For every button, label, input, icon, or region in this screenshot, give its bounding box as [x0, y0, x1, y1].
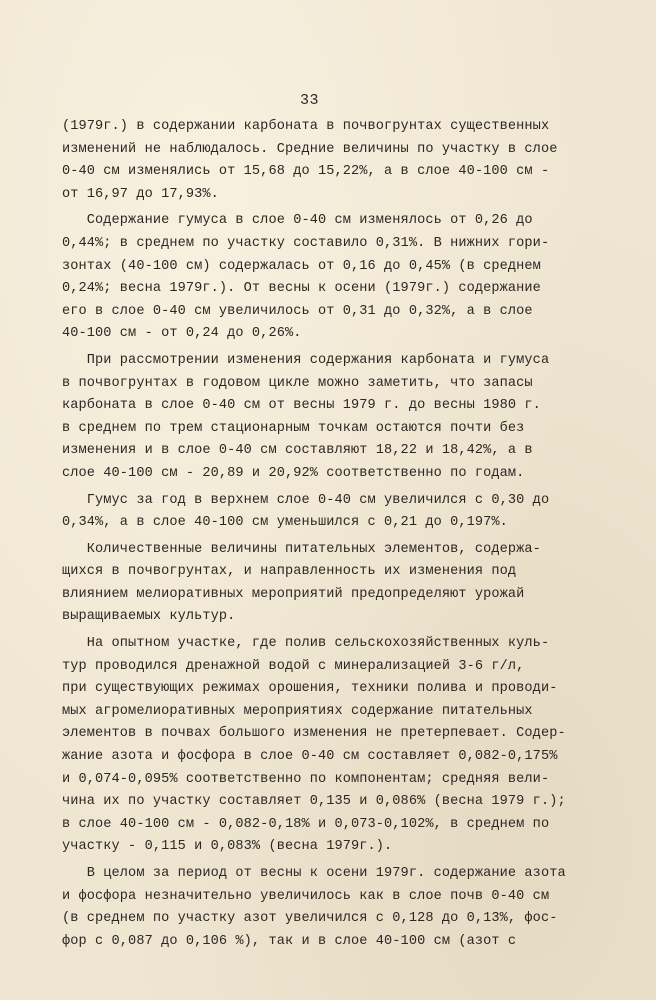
- text-line: слое 40-100 см - 20,89 и 20,92% соответственно по годам.: [62, 465, 525, 481]
- text-line: в среднем по трем стационарным точкам остаются почти без: [62, 420, 525, 436]
- text-line: элементов в почвах большого изменения не претерпевает. Содер-: [62, 726, 566, 742]
- text-line: 0,24%; весна 1979г.). От весны к осени (1979г.) содержание: [62, 281, 541, 297]
- text-line: (1979г.) в содержании карбоната в почвогрунтах существенных: [62, 119, 550, 134]
- body-text: [62, 116, 622, 953]
- text-line: Содержание гумуса в слое 0-40 см изменялось от 0,26 до: [62, 213, 533, 229]
- text-line: щихся в почвогрунтах, и направленность их изменения под: [62, 564, 517, 580]
- text-line: В целом за период от весны к осени 1979г. содержание азота: [62, 866, 566, 881]
- page-number: 33: [300, 92, 320, 109]
- text-line: участку - 0,115 и 0,083% (весна 1979г.).: [62, 839, 393, 855]
- text-line: зонтах (40-100 см) содержалась от 0,16 до 0,45% (в среднем: [62, 258, 541, 274]
- text-line: от 16,97 до 17,93%.: [62, 186, 219, 202]
- text-line: Количественные величины питательных элементов, содержа-: [62, 541, 541, 557]
- text-line: выращиваемых культур.: [62, 609, 236, 625]
- text-line: фор с 0,087 до 0,106 %), так и в слое 40-100 см (азот с: [62, 933, 517, 949]
- text-line: При рассмотрении изменения содержания карбоната и гумуса: [62, 352, 550, 368]
- text-line: 0-40 см изменялись от 15,68 до 15,22%, а в слое 40-100 см -: [62, 164, 550, 180]
- text-line: 0,34%, а в слое 40-100 см уменьшился с 0,21 до 0,197%.: [62, 515, 508, 531]
- text-line: 40-100 см - от 0,24 до 0,26%.: [62, 326, 302, 342]
- text-line: (в среднем по участку азот увеличился с 0,128 до 0,13%, фос-: [62, 911, 558, 927]
- text-line: карбоната в слое 0-40 см от весны 1979 г. до весны 1980 г.: [62, 398, 541, 414]
- text-line: его в слое 0-40 см увеличилось от 0,31 до 0,32%, а в слое: [62, 303, 533, 319]
- text-line: На опытном участке, где полив сельскохозяйственных куль-: [62, 636, 550, 652]
- text-line: изменений не наблюдалось. Средние величины по участку в слое: [62, 141, 558, 157]
- text-line: Гумус за год в верхнем слое 0-40 см увеличился с 0,30 до: [62, 492, 550, 508]
- text-line: мых агромелиоративных мероприятиях содержание питательных: [62, 703, 533, 719]
- text-line: и 0,074-0,095% соответственно по компонентам; средняя вели-: [62, 771, 550, 787]
- text-line: изменения и в слое 0-40 см составляют 18,22 и 18,42%, а в: [62, 443, 533, 459]
- text-line: чина их по участку составляет 0,135 и 0,086% (весна 1979 г.);: [62, 794, 566, 810]
- text-line: 0,44%; в среднем по участку составило 0,31%. В нижних гори-: [62, 235, 550, 251]
- text-line: тур проводился дренажной водой с минерализацией 3-6 г/л,: [62, 658, 525, 674]
- text-line: влиянием мелиоративных мероприятий предопределяют урожай: [62, 586, 525, 602]
- text-line: при существующих режимах орошения, техники полива и проводи-: [62, 681, 558, 697]
- text-line: в почвогрунтах в годовом цикле можно заметить, что запасы: [62, 375, 533, 391]
- text-line: и фосфора незначительно увеличилось как в слое почв 0-40 см: [62, 888, 550, 904]
- text-line: в слое 40-100 см - 0,082-0,18% и 0,073-0,102%, в среднем по: [62, 816, 550, 832]
- text-line: жание азота и фосфора в слое 0-40 см составляет 0,082-0,175%: [62, 749, 558, 765]
